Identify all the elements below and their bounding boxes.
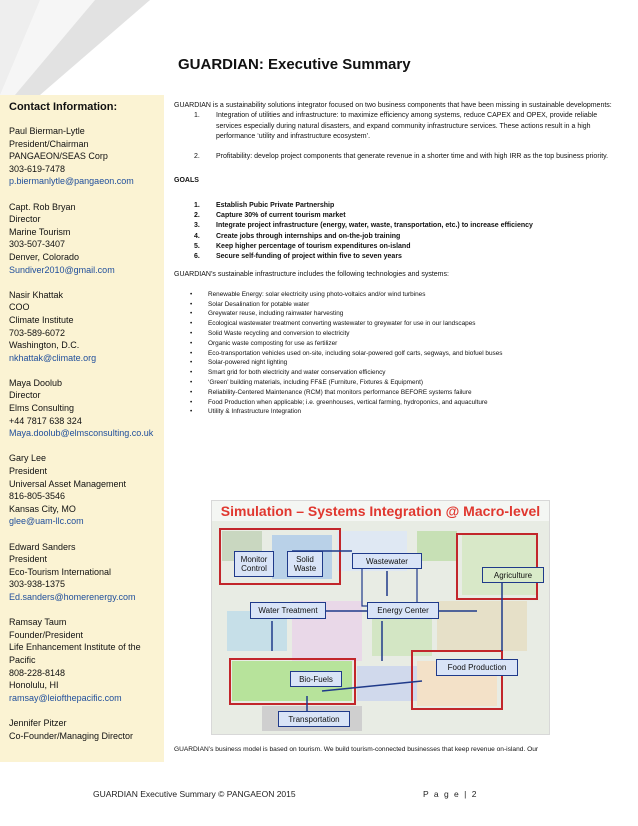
contact-line: 303-619-7478 <box>9 163 66 174</box>
item-number: 4. <box>194 232 200 240</box>
technology-item <box>190 300 622 310</box>
contact-block <box>9 717 164 742</box>
technology-item <box>190 358 622 368</box>
food-production-box: Food Production <box>436 659 518 676</box>
energy-center-box: Energy Center <box>367 602 439 619</box>
technology-item <box>190 290 622 300</box>
contact-block <box>9 377 164 440</box>
development-item <box>194 111 622 142</box>
contact-line: Director <box>9 214 41 225</box>
contact-email-link[interactable]: nkhattak@climate.org <box>9 352 97 363</box>
bullet-icon: • <box>190 339 193 347</box>
bullet-icon: • <box>190 408 193 416</box>
bullet-icon: • <box>190 369 193 377</box>
technology-text: Smart grid for both electricity and water conservation efficiency <box>208 369 386 377</box>
goal-item <box>194 201 622 211</box>
contact-line: Honolulu, HI <box>9 680 59 691</box>
bullet-icon: • <box>190 290 193 298</box>
technology-text: Greywater reuse, including rainwater harvesting <box>208 310 344 318</box>
item-number: 3. <box>194 222 200 230</box>
contact-line: Nasir Khattak <box>9 289 64 300</box>
contact-block <box>9 289 164 365</box>
contact-line: Ramsay Taum <box>9 617 67 628</box>
technology-text: Organic waste composting for use as fertilizer <box>208 339 338 347</box>
page-title: GUARDIAN: Executive Summary <box>178 56 411 73</box>
contact-sidebar <box>0 95 164 762</box>
contact-line: Universal Asset Management <box>9 478 127 489</box>
development-item <box>194 152 622 162</box>
tech-intro: GUARDIAN’s sustainable infrastructure includes the following technologies and systems: <box>174 270 449 278</box>
goal-item <box>194 232 622 242</box>
contact-line: PANGAEON/SEAS Corp <box>9 151 108 162</box>
intro-paragraph: GUARDIAN is a sustainability solutions integrator focused on two business components that have been missing in sustainable developments: <box>174 102 612 109</box>
technology-item <box>190 398 622 408</box>
contact-line: President <box>9 466 48 477</box>
goal-item <box>194 221 622 231</box>
item-text: Integration of utilities and infrastructure: to maximize efficiency among systems, reduce CAPEX and OPEX, provide reliable services especially during natural disasters, and expand community infrastructure services. These actions result in a high performance ‘utility and infrastructure ecosystem’. <box>216 112 598 140</box>
monitor-control-box: Monitor Control <box>234 551 274 577</box>
contact-line: Maya Doolub <box>9 377 63 388</box>
contact-line: President/Chairman <box>9 138 89 149</box>
main-content <box>174 101 622 417</box>
bio-fuels-box: Bio-Fuels <box>290 671 342 687</box>
contact-line: Kansas City, MO <box>9 503 76 514</box>
contact-email-link[interactable]: Sundiver2010@gmail.com <box>9 264 115 275</box>
item-text: Capture 30% of current tourism market <box>216 212 346 220</box>
contact-line: Co-Founder/Managing Director <box>9 730 134 741</box>
contact-block <box>9 125 164 188</box>
item-text: Integrate project infrastructure (energy, water, waste, transportation, etc.) to increase efficiency <box>216 222 533 230</box>
solid-waste-box: Solid Waste <box>287 551 323 577</box>
bullet-icon: • <box>190 379 193 387</box>
item-number: 5. <box>194 242 200 250</box>
sidebar-heading: Contact Information: <box>9 101 118 113</box>
technology-item <box>190 319 622 329</box>
contact-block <box>9 201 164 277</box>
technology-text: Solid Waste recycling and conversion to electricity <box>208 330 350 338</box>
contact-line: Jennifer Pitzer <box>9 717 67 728</box>
contact-line: President <box>9 554 48 565</box>
contact-line: Marine Tourism <box>9 226 71 237</box>
contact-list <box>9 125 164 742</box>
contact-line: Director <box>9 390 41 401</box>
item-text: Establish Pubic Private Partnership <box>216 201 335 209</box>
systems-integration-diagram <box>211 500 550 735</box>
technology-list <box>174 290 622 417</box>
goals-list <box>174 201 622 263</box>
contact-line: 303-938-1375 <box>9 579 66 590</box>
contact-line: Elms Consulting <box>9 403 75 414</box>
item-number: 6. <box>194 253 200 261</box>
contact-line: Eco-Tourism International <box>9 566 112 577</box>
goal-item <box>194 252 622 262</box>
bullet-icon: • <box>190 388 193 396</box>
corner-decoration <box>0 0 150 95</box>
technology-item <box>190 329 622 339</box>
technology-text: Ecological wastewater treatment converting wastewater to greywater for use in our landscapes <box>208 320 476 328</box>
contact-email-link[interactable]: p.biermanlytle@pangaeon.com <box>9 176 134 187</box>
bullet-icon: • <box>190 398 193 406</box>
technology-text: ‘Green’ building materials, including FF&E (Furniture, Fixtures & Equipment) <box>208 379 424 387</box>
contact-email-link[interactable]: Maya.doolub@elmsconsulting.co.uk <box>9 428 154 439</box>
technology-text: Solar Desalination for potable water <box>208 300 310 308</box>
contact-block <box>9 541 164 604</box>
technology-item <box>190 368 622 378</box>
item-text: Create jobs through internships and on-the-job training <box>216 232 401 240</box>
contact-line: COO <box>9 302 30 313</box>
contact-block <box>9 616 164 704</box>
item-text: Profitability: develop project components that generate revenue in a shorter time and with high IRR as the top business priority. <box>216 153 609 161</box>
contact-line: Founder/President <box>9 629 84 640</box>
contact-line: Paul Bierman-Lytle <box>9 126 85 136</box>
technology-item <box>190 349 622 359</box>
contact-line: Denver, Colorado <box>9 251 80 262</box>
contact-email-link[interactable]: glee@uam-llc.com <box>9 516 84 527</box>
contact-line: Climate Institute <box>9 314 74 325</box>
bullet-icon: • <box>190 300 193 308</box>
contact-block <box>9 452 164 528</box>
technology-text: Utility & Infrastructure Integration <box>208 408 302 416</box>
goal-item <box>194 242 622 252</box>
item-text: Secure self-funding of project within five to seven years <box>216 253 402 261</box>
technology-text: Renewable Energy: solar electricity using photo-voltaics and/or wind turbines <box>208 290 426 298</box>
contact-line: Life Enhancement Institute of the Pacific <box>9 642 141 665</box>
goals-heading: GOALS <box>174 177 199 185</box>
item-number: 2. <box>194 212 200 220</box>
bullet-icon: • <box>190 359 193 367</box>
footer-left: GUARDIAN Executive Summary © PANGAEON 2015 <box>93 789 296 799</box>
contact-line: 303-507-3407 <box>9 239 66 250</box>
water-treatment-box: Water Treatment <box>250 602 326 619</box>
bullet-icon: • <box>190 330 193 338</box>
item-number: 1. <box>194 201 200 209</box>
technology-item <box>190 309 622 319</box>
technology-text: Solar-powered night lighting <box>208 359 288 367</box>
item-number: 2. <box>194 153 200 161</box>
bullet-icon: • <box>190 320 193 328</box>
technology-item <box>190 378 622 388</box>
bullet-icon: • <box>190 349 193 357</box>
contact-line: 703-589-6072 <box>9 327 66 338</box>
contact-line: +44 7817 638 324 <box>9 415 82 426</box>
contact-line: Washington, D.C. <box>9 340 80 351</box>
contact-email-link[interactable]: Ed.sanders@homerenergy.com <box>9 591 136 602</box>
closing-paragraph: GUARDIAN’s business model is based on tourism. We build tourism-connected businesses that keep revenue on-island. Our <box>174 746 539 753</box>
technology-text: Eco-transportation vehicles used on-site, including solar-powered golf carts, segways, and biofuel buses <box>208 349 503 357</box>
technology-text: Food Production when applicable; i.e. greenhouses, vertical farming, hydroponics, and aquaculture <box>208 398 488 406</box>
contact-line: 816-805-3546 <box>9 491 66 502</box>
development-list <box>174 111 622 162</box>
technology-text: Reliability-Centered Maintenance (RCM) that monitors performance BEFORE systems failure <box>208 388 472 396</box>
item-text: Keep higher percentage of tourism expenditures on-island <box>216 242 411 250</box>
contact-line: Gary Lee <box>9 453 47 464</box>
technology-item <box>190 388 622 398</box>
diagram-title: Simulation – Systems Integration @ Macro-level <box>220 503 541 519</box>
contact-line: Capt. Rob Bryan <box>9 201 76 212</box>
transportation-box: Transportation <box>278 711 350 727</box>
bullet-icon: • <box>190 310 193 318</box>
technology-item <box>190 407 622 417</box>
wastewater-box: Wastewater <box>352 553 422 569</box>
agriculture-box: Agriculture <box>482 567 544 583</box>
contact-line: 808-228-8148 <box>9 667 66 678</box>
goal-item <box>194 211 622 221</box>
contact-email-link[interactable]: ramsay@leiofthepacific.com <box>9 692 122 703</box>
technology-item <box>190 339 622 349</box>
footer-page-number: P a g e | 2 <box>423 789 478 799</box>
contact-line: Edward Sanders <box>9 541 76 552</box>
item-number: 1. <box>194 112 200 120</box>
